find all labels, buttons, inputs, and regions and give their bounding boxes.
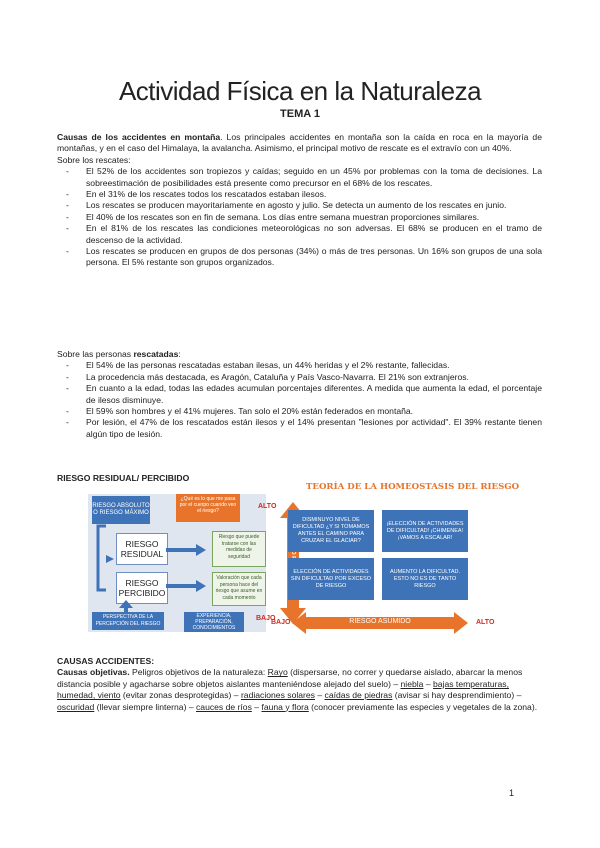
- intro-text: . Los principales accidentes en montaña son la caída en roca en la mayoría de montañas, y en el caso del Himalaya, la avalancha. Asimismo, el principal motivo de rescate es el extravío con un 40%.: [57, 132, 542, 154]
- list-item: - La procedencia más destacada, es Aragón, Cataluña y País Vasco-Navarra. El 21% son extranjeros.: [57, 372, 542, 383]
- riesgo-heading: RIESGO RESIDUAL/ PERCIBIDO: [57, 473, 190, 483]
- page-title: Actividad Física en la Naturaleza: [118, 76, 482, 106]
- personas-heading-suffix: :: [178, 349, 181, 359]
- causas-heading: CAUSAS ACCIDENTES:: [57, 656, 155, 666]
- list-item: - En el 81% de los rescates las condiciones meteorológicas no son adversas. El 68% se producen en el tramo de descenso de la actividad.: [57, 223, 542, 246]
- alto-label-left: ALTO: [258, 503, 277, 510]
- list-item: - El 52% de los accidentes son tropiezos y caídas; seguido en un 45% por problemas con la toma de decisiones. La sobreestimación de posibilidades está presente como precursor en el 68% de los rescates.: [57, 166, 542, 189]
- causa-niebla: niebla: [400, 678, 424, 689]
- riesgo-residual-box: RIESGO RESIDUAL: [116, 533, 168, 565]
- green-medidas-box: Riesgo que puede tratarse con las medidas de seguridad: [212, 531, 266, 567]
- page-number: 1: [508, 788, 514, 798]
- experiencia-box: EXPERIENCIA, PREPARACIÓN, CONOCIMIENTOS: [184, 612, 244, 632]
- causa-fauna-flora: fauna y flora: [261, 701, 309, 712]
- causas-text: (dispersarse, no correr y quedarse aislado, abarcar la menos distancia posible y agacharse sobre objetos aislantes manteniéndose alejado del suelo) –: [57, 667, 523, 689]
- causas-text: (conocer previamente las especies y vegetales de la zona).: [308, 701, 538, 712]
- rescates-list: [57, 166, 542, 269]
- rescates-heading: Sobre los rescates:: [57, 154, 131, 165]
- riesgo-asumido-label: RIESGO ASUMIDO: [349, 618, 411, 625]
- intro-paragraph: [57, 132, 542, 155]
- topic-subtitle: TEMA 1: [280, 108, 320, 120]
- causas-text: (evitar zonas desprotegidas) –: [120, 690, 241, 701]
- causa-bajas-temperaturas: bajas temperaturas, humedad, viento: [57, 678, 509, 701]
- list-item: - En cuanto a la edad, todas las edades acumulan porcentajes diferentes. A medida que aumenta la edad, el porcentaje de ilesos disminuye.: [57, 383, 542, 406]
- list-item: - Los rescates se producen en grupos de dos personas (34%) o más de tres personas. Un 16% son grupos de una sola persona. El 5% restante son grupos organizados.: [57, 246, 542, 269]
- causas-text: –: [314, 690, 325, 701]
- arrows-icon: [166, 540, 210, 600]
- causas-text: –: [251, 701, 262, 712]
- causas-text: –: [423, 678, 433, 689]
- homeostasis-box-1: DISMINUYO NIVEL DE DIFICULTAD ¿Y SI TOMAMOS ANTES EL CAMINO PARA CRUZAR EL GLACIAR?: [288, 510, 374, 552]
- list-item: - En el 31% de los rescates todos los rescatados estaban ilesos.: [57, 189, 542, 200]
- personas-section: [57, 349, 542, 440]
- riesgo-percibido-box: RIESGO PERCIBIDO: [116, 572, 168, 604]
- homeostasis-box-3: ELECCIÓN DE ACTIVIDADES SIN DIFICULTAD POR EXCESO DE RIESGO: [288, 558, 374, 600]
- causas-text: (llevar siempre linterna) –: [94, 701, 196, 712]
- causas-lead: Causas objetivas.: [57, 667, 130, 678]
- homeostasis-box-4: AUMENTO LA DIFICULTAD. ESTO NO ES DE TANTO RIESGO: [382, 558, 468, 600]
- causa-rayo: Rayo: [267, 667, 288, 678]
- causas-section: [57, 656, 542, 713]
- list-item: - El 40% de los rescates son en fin de semana. Los días entre semana muestran proporciones similares.: [57, 212, 542, 223]
- list-item: - El 54% de las personas rescatadas estaban ilesas, un 44% heridas y el 2% restante, fallecidas.: [57, 360, 542, 371]
- list-item: - El 59% son hombres y el 41% mujeres. Tan solo el 20% están federados en montaña.: [57, 406, 542, 417]
- personas-heading: [57, 349, 542, 360]
- orange-question-box: ¿Qué es lo que me pasa por el cuerpo cuando veo el riesgo?: [176, 494, 240, 522]
- personas-heading-prefix: Sobre las personas: [57, 349, 134, 359]
- green-valoracion-box: Valoración que cada persona hace del riesgo que asume en cada momento: [212, 572, 266, 606]
- list-item: - Por lesión, el 47% de los rescatados están ilesos y el 14% presentan "lesiones por actividad". El 39% restante tienen algún tipo de lesión.: [57, 417, 542, 440]
- causa-radiaciones: radiaciones solares: [240, 690, 315, 701]
- personas-list: [57, 360, 542, 440]
- alto-label-right: ALTO: [476, 619, 495, 626]
- causa-oscuridad: oscuridad: [57, 701, 95, 712]
- bajo-label-left: BAJO: [256, 615, 276, 622]
- intro-section: [57, 132, 542, 269]
- bracket-arrow-icon: [92, 524, 118, 594]
- personas-heading-bold: rescatadas: [133, 349, 179, 359]
- causas-text: Peligros objetivos de la naturaleza:: [129, 667, 268, 678]
- perspectiva-box: PERSPECTIVA DE LA PERCEPCIÓN DEL RIESGO: [92, 612, 164, 630]
- riesgo-absoluto-box: RIESGO ABSOLUTO O RIESGO MÁXIMO: [92, 496, 150, 524]
- causas-text: (avisar si hay desprendimiento) –: [392, 690, 522, 701]
- causas-paragraph: [57, 667, 542, 713]
- homeostasis-box-2: ¡ELECCIÓN DE ACTIVIDADES DE DIFICULTAD! ¡CHIMENEA! ¡VAMOS A ESCALAR!: [382, 510, 468, 552]
- intro-lead: Causas de los accidentes en montaña: [57, 132, 221, 142]
- list-item: - Los rescates se producen mayoritariamente en agosto y julio. Se detecta un aumento de los rescates en junio.: [57, 200, 542, 211]
- homeostasis-title: TEORÍA DE LA HOMEOSTASIS DEL RIESGO: [306, 482, 520, 492]
- up-arrow-icon: [118, 600, 134, 614]
- causa-caidas-piedras: caídas de piedras: [324, 690, 393, 701]
- bajo-label-right: BAJO: [271, 619, 291, 626]
- causa-cauces-rios: cauces de ríos: [196, 701, 252, 712]
